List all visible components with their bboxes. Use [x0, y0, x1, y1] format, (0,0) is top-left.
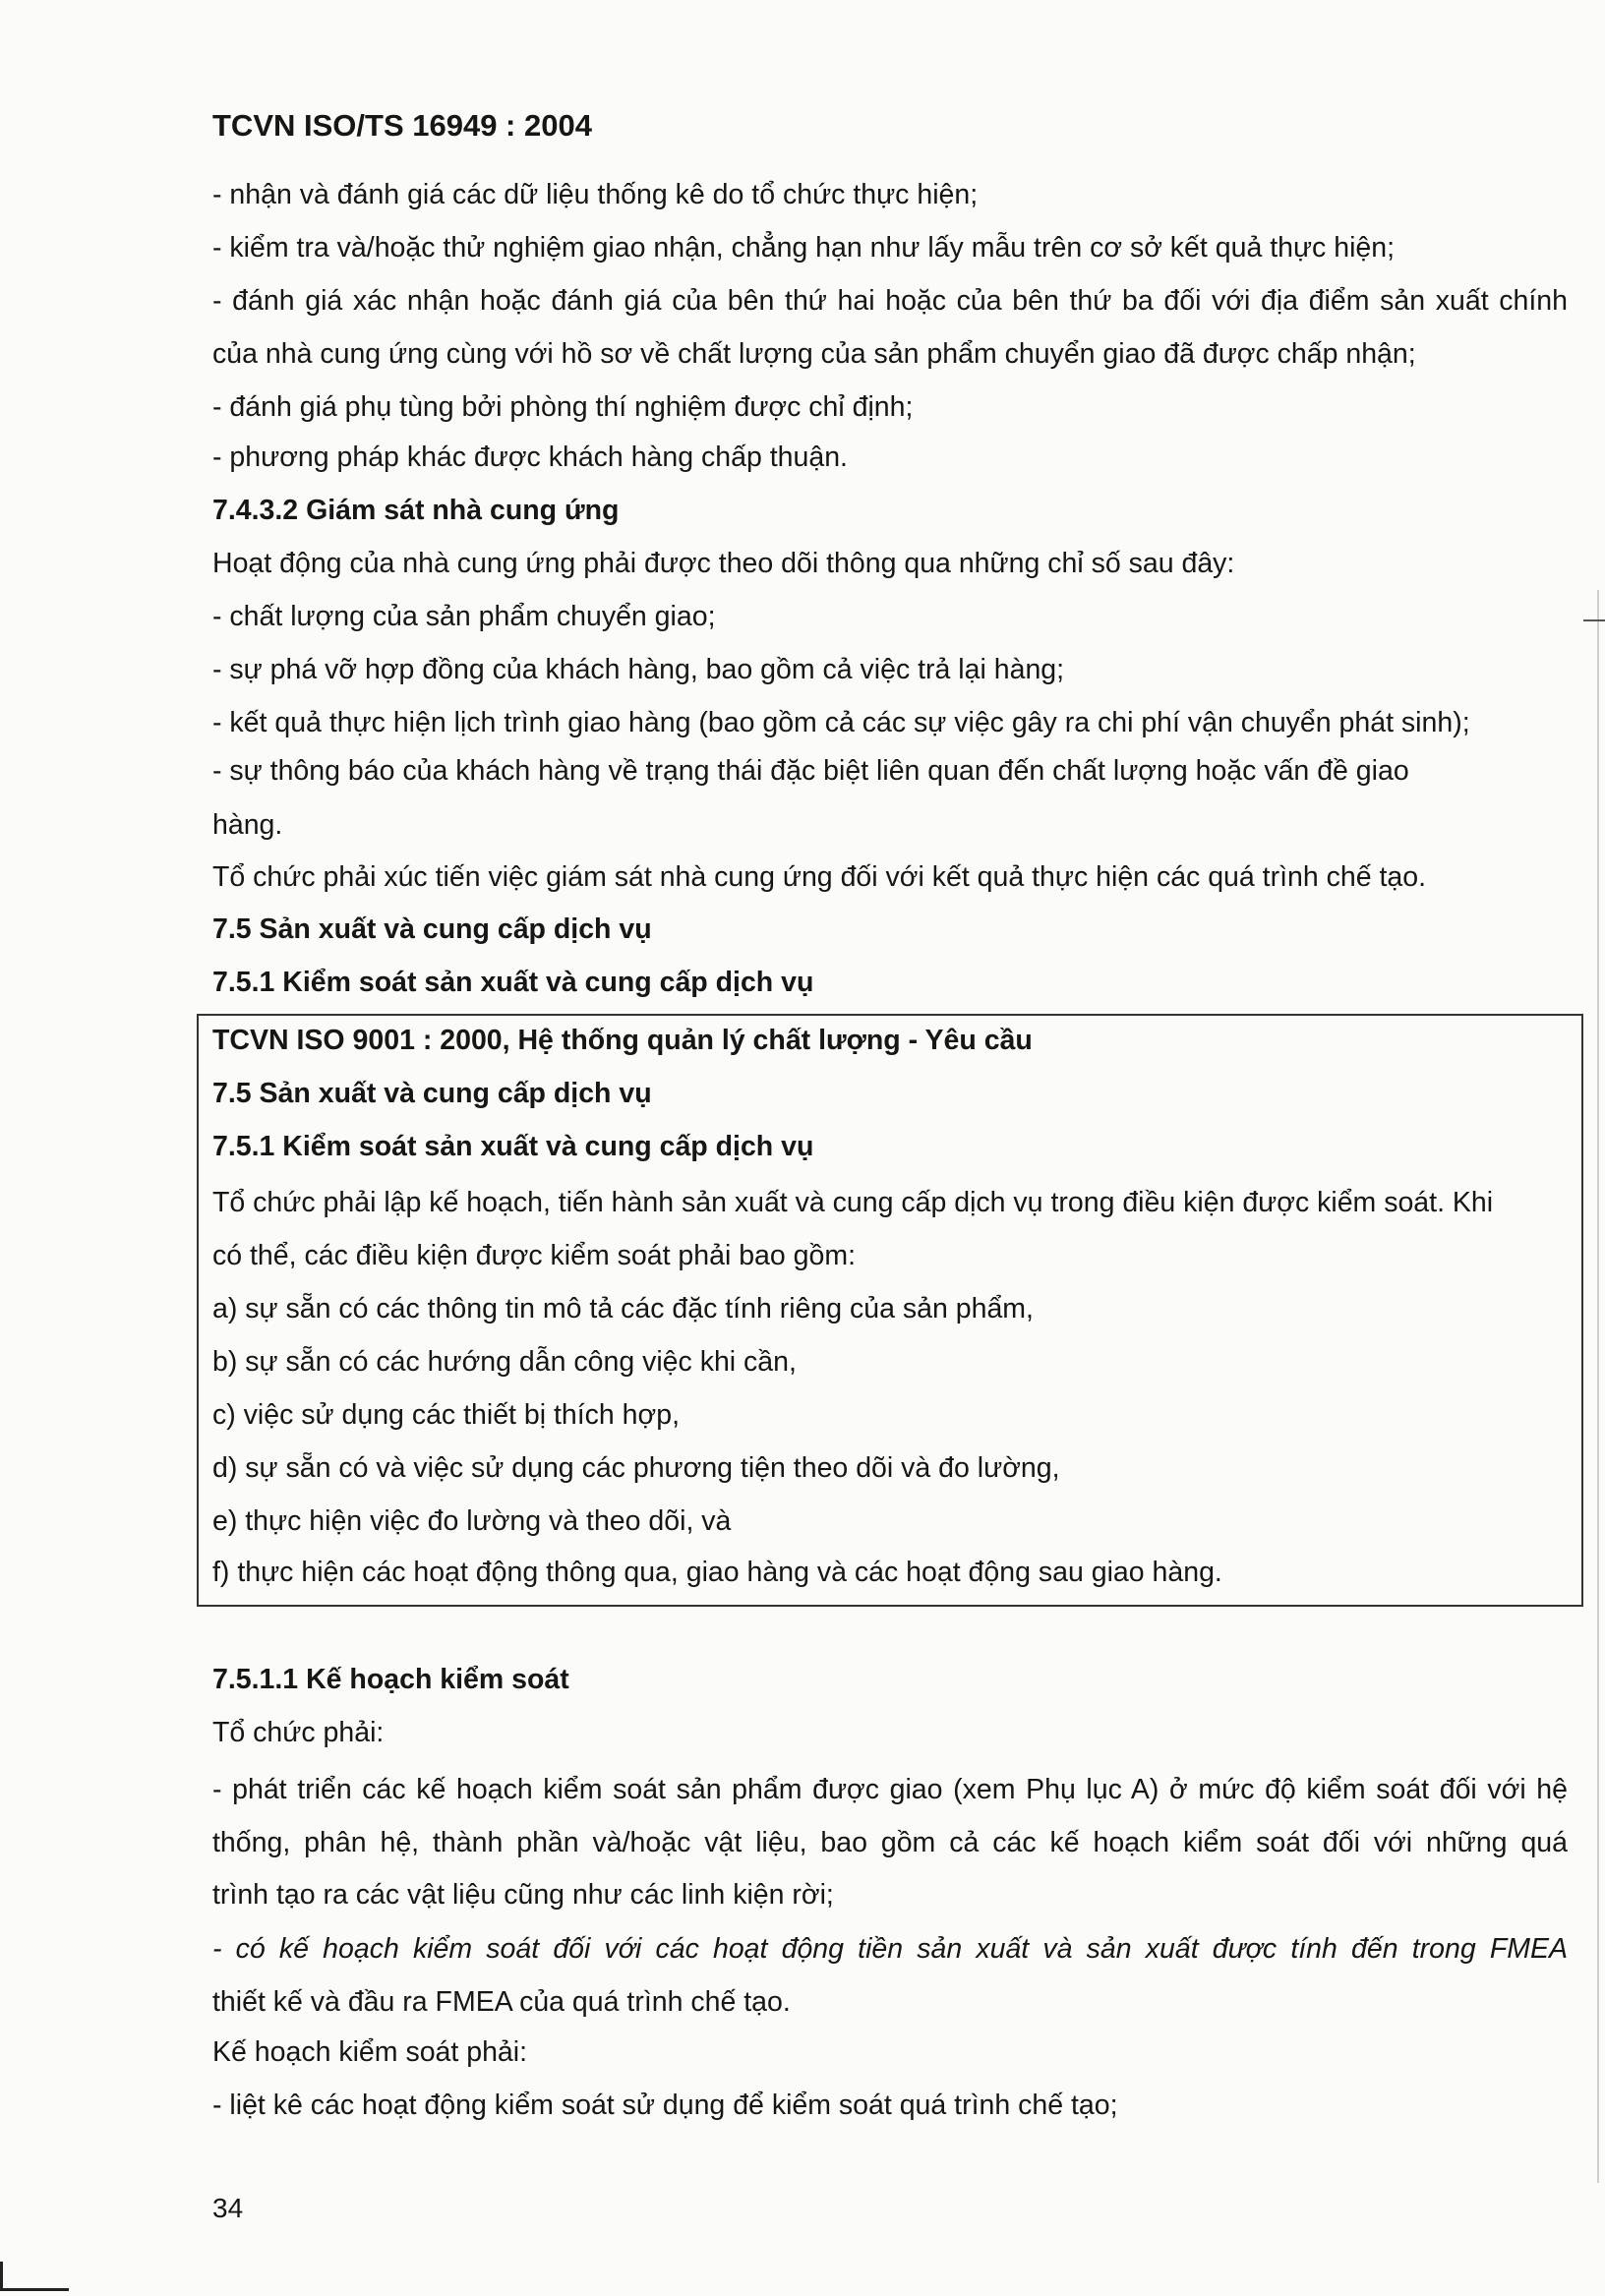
- iso-box-item-b: b) sự sẵn có các hướng dẫn công việc khi cần,: [212, 1346, 797, 1378]
- section-7511: [212, 0, 1570, 2296]
- control-plan-para-1-line-2: thống, phân hệ, thành phần và/hoặc vật liệu, bao gồm cả các kế hoạch kiểm soát đối với những quá: [212, 1827, 1568, 1858]
- supplier-metric-1: - chất lượng của sản phẩm chuyển giao;: [212, 601, 716, 632]
- iso-box-body-line-1: Tổ chức phải lập kế hoạch, tiến hành sản xuất và cung cấp dịch vụ trong điều kiện được kiểm soát. Khi: [212, 1187, 1494, 1218]
- intro-item-1: - nhận và đánh giá các dữ liệu thống kê do tổ chức thực hiện;: [212, 179, 979, 210]
- iso-box-item-c: c) việc sử dụng các thiết bị thích hợp,: [212, 1399, 680, 1431]
- page-header-title: TCVN ISO/TS 16949 : 2004: [212, 108, 592, 143]
- control-plan-requirements-intro: Kế hoạch kiểm soát phải:: [212, 2036, 528, 2068]
- supplier-metric-4-cont: hàng.: [212, 809, 283, 841]
- section-751-heading: 7.5.1 Kiểm soát sản xuất và cung cấp dịch vụ: [212, 967, 814, 998]
- control-plan-requirement-1: - liệt kê các hoạt động kiểm soát sử dụng để kiểm soát quá trình chế tạo;: [212, 2090, 1118, 2121]
- control-plan-para-1-line-1: - phát triển các kế hoạch kiểm soát sản phẩm được giao (xem Phụ lục A) ở mức độ kiểm soát đối với hệ: [212, 1774, 1568, 1805]
- section-7511-heading: 7.5.1.1 Kế hoạch kiểm soát: [212, 1664, 569, 1695]
- scan-edge-mark: [1583, 619, 1605, 621]
- section-7432-heading: 7.4.3.2 Giám sát nhà cung ứng: [212, 495, 620, 526]
- control-plan-para-1-line-3: trình tạo ra các vật liệu cũng như các linh kiện rời;: [212, 1879, 834, 1911]
- supplier-metric-2: - sự phá vỡ hợp đồng của khách hàng, bao gồm cả việc trả lại hàng;: [212, 654, 1065, 685]
- iso-box-title: TCVN ISO 9001 : 2000, Hệ thống quản lý chất lượng - Yêu cầu: [212, 1025, 1033, 1056]
- intro-item-2: - kiểm tra và/hoặc thử nghiệm giao nhận, chẳng hạn như lấy mẫu trên cơ sở kết quả thực hiện;: [212, 232, 1396, 264]
- iso-box-item-a: a) sự sẵn có các thông tin mô tả các đặc tính riêng của sản phẩm,: [212, 1293, 1034, 1325]
- scan-edge-line: [1597, 590, 1599, 2183]
- scan-corner-mark: [0, 2262, 69, 2291]
- supplier-metric-3: - kết quả thực hiện lịch trình giao hàng (bao gồm cả các sự việc gây ra chi phí vận chuyển phát sinh);: [212, 707, 1470, 738]
- intro-item-3: - đánh giá xác nhận hoặc đánh giá của bên thứ hai hoặc của bên thứ ba đối với địa điểm sản xuất chính: [212, 285, 1568, 317]
- page-number: 34: [212, 2193, 244, 2223]
- iso-box-heading: 7.5 Sản xuất và cung cấp dịch vụ: [212, 1078, 652, 1109]
- section-7511-intro: Tổ chức phải:: [212, 1717, 385, 1748]
- supplier-metric-4: - sự thông báo của khách hàng về trạng thái đặc biệt liên quan đến chất lượng hoặc vấn đề giao: [212, 755, 1409, 787]
- intro-item-4: - đánh giá phụ tùng bởi phòng thí nghiệm được chỉ định;: [212, 391, 914, 423]
- iso-box-body-line-2: có thể, các điều kiện được kiểm soát phải bao gồm:: [212, 1240, 857, 1271]
- iso-box-item-d: d) sự sẵn có và việc sử dụng các phương tiện theo dõi và đo lường,: [212, 1452, 1060, 1484]
- control-plan-para-2-line-2: thiết kế và đầu ra FMEA của quá trình chế tạo.: [212, 1986, 791, 2018]
- intro-item-5: - phương pháp khác được khách hàng chấp thuận.: [212, 442, 848, 473]
- section-7432-intro: Hoạt động của nhà cung ứng phải được theo dõi thông qua những chỉ số sau đây:: [212, 548, 1235, 579]
- control-plan-para-2-line-1: - có kế hoạch kiểm soát đối với các hoạt động tiền sản xuất và sản xuất được tính đến trong FMEA: [212, 1933, 1568, 1965]
- section-7432-closing: Tổ chức phải xúc tiến việc giám sát nhà cung ứng đối với kết quả thực hiện các quá trình chế tạo.: [212, 861, 1427, 893]
- iso-box-item-f: f) thực hiện các hoạt động thông qua, giao hàng và các hoạt động sau giao hàng.: [212, 1557, 1222, 1588]
- iso-box-item-e: e) thực hiện việc đo lường và theo dõi, và: [212, 1505, 732, 1537]
- intro-item-3-cont: của nhà cung ứng cùng với hồ sơ về chất lượng của sản phẩm chuyển giao đã được chấp nhận;: [212, 338, 1416, 370]
- section-75-heading: 7.5 Sản xuất và cung cấp dịch vụ: [212, 913, 652, 945]
- iso-box-sub-heading: 7.5.1 Kiểm soát sản xuất và cung cấp dịch vụ: [212, 1131, 814, 1162]
